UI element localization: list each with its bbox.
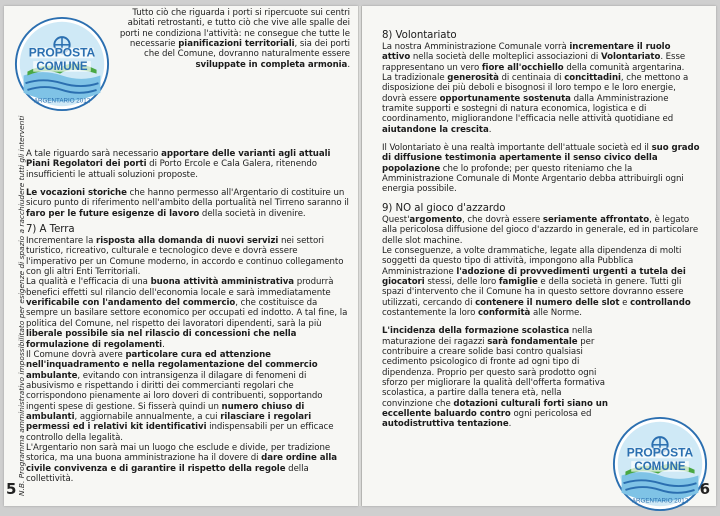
logo-arc: ARGENTARIO 2012 [33, 97, 91, 105]
section-8-paragraph-2: La tradizionale generosità di centinaia di concittadini, che mettono a disposizione dei più deboli e bisognosi il loro tempo e le loro energie, dovrà essere opportunamente sostenuta dalla Amministrazione tramite supporti e sostegni di natura economica, logistica e di coordinamento, migliorandone l'efficacia nelle attività quotidiane ed aiutandone la crescita. [382, 73, 689, 135]
left-body-text [26, 149, 350, 489]
intro-paragraph-2: A tale riguardo sarà necessario apportare delle varianti agli attuali Piani Regolatori dei porti di Porto Ercole e Cala Galera, ritenendo insufficienti le attuali soluzioni proposte. [26, 149, 331, 180]
proposta-comune-logo-bottom [612, 416, 708, 512]
intro-paragraph-1: Tutto ciò che riguarda i porti si ripercuote sui centri abitati retrostanti, e tutto ciò che vive alle spalle dei porti ne condiziona l'attività: ne consegue che tutte le necessarie pianificazioni territoriali, sia dei porti che del Comune, dovranno naturalmente essere sviluppate in completa armonia. [119, 8, 350, 70]
vocazioni-paragraph: Le vocazioni storiche che hanno permesso all'Argentario di costituire un sicuro punto di riferimento nell'ambito della portualità nel Tirreno saranno il faro per le future esigenze di lavoro della società in divenire. [26, 188, 349, 219]
section-9-paragraph-1: Quest'argomento, che dovrà essere seriamente affrontato, è legato alla pericolosa diffusione del gioco d'azzardo in generale, ed in particolare delle slot machine. [382, 214, 699, 246]
logo-line2: COMUNE [36, 60, 88, 73]
section-8-heading: 8) Volontariato [382, 30, 457, 41]
section-9-paragraph-2: Le conseguenze, a volte drammatiche, legate alla dipendenza di molti soggetti da questo tipo di attività, impongono alla Pubblica Amministrazione l'adozione di provvedimenti urgenti a tutela dei giocatori stessi, delle loro famiglie e della società in genere. Tutti gli spazi d'intervento che il Comune ha in questo settore dovranno essere utilizzati, cercando di contenere il numero delle slot e controllando costantemente la loro conformità alle Norme. [382, 245, 691, 318]
page-number: 6 [699, 480, 710, 498]
page-number: 5 [6, 480, 17, 498]
section-7-paragraph-2: La qualità e l'efficacia di una buona attività amministrativa produrrà benefici effetti sul rilancio dell'economia locale e sarà immediatamente verificabile con l'andamento del commercio, che costituisce da sempre un basilare settore economico per occupati ed indotto. A tal fine, la politica del Comune, nel rispetto dei lavoratori dipendenti, sarà la più liberale possibile sia nel rilascio di concessioni che nella formulazione di regolamenti. [26, 277, 348, 350]
section-9-heading: 9) NO al gioco d'azzardo [382, 202, 506, 214]
left-page [4, 6, 358, 506]
section-7-paragraph-3: Il Comune dovrà avere particolare cura ed attenzione nell'inquadramento e nella regolamentazione del commercio ambulante, evitando con intransigenza il dilagare di fenomeni di abusivismo e rispettando i diritti dei commercianti regolari che corrispondono pienamente ai loro doveri di contribuenti, sopportando ingenti spese di gestione. Si fisserà quindi un numero chiuso di ambulanti, aggiornabile annualmente, a cui rilasciare i regolari permessi ed i relativi kit identificativi indispensabili per un efficace controllo della legalità. [26, 349, 334, 443]
logo-graphic [14, 16, 110, 112]
vertical-note: N.B. Programma amministrativo impossibilitato per esigenze di spazio a racchiudere tutti gli interventi [17, 115, 26, 496]
right-page [362, 6, 716, 506]
section-8-paragraph-3: Il Volontariato è una realtà importante dell'attuale società ed il suo grado di diffusione testimonia apertamente il senso civico della popolazione che lo profonde; per questo riteniamo che la Amministrazione Comunale di Monte Argentario debba attribuirgli ogni energia possibile. [382, 143, 700, 195]
section-7-paragraph-1: Incrementare la risposta alla domanda di nuovi servizi nei settori turistico, ricreativo, culturale e tecnologico deve e dovrà essere l'imperativo per un Comune moderno, in accordo e continuo collegamento con gli altri Enti Territoriali. [26, 236, 344, 278]
logo-arc: ARGENTARIO 2012 [631, 497, 689, 505]
section-7-heading: 7) A Terra [26, 224, 75, 236]
section-7-paragraph-4: L'Argentario non sarà mai un luogo che esclude e divide, per tradizione storica, ma una buona amministrazione ha il dovere di dare ordine alla civile convivenza e di garantire il rispetto della regole della collettività. [26, 442, 338, 484]
intro-text [116, 8, 350, 75]
proposta-comune-logo [14, 16, 110, 112]
section-8-paragraph-1: La nostra Amministrazione Comunale vorrà incrementare il ruolo attivo nella società delle molteplici associazioni di Volontariato. Esse rappresentano un vero fiore all'occhiello della comunità argentarina. [382, 42, 686, 73]
logo-line2: COMUNE [634, 460, 686, 473]
logo-line1: PROPOSTA [28, 45, 96, 60]
right-body-text [382, 28, 700, 435]
logo-line1: PROPOSTA [626, 445, 694, 460]
logo-graphic-bottom [612, 416, 708, 512]
section-9-paragraph-3: L'incidenza della formazione scolastica nella maturazione dei ragazzi sarà fondamentale per contribuire a creare solide basi contro qualsiasi cedimento psicologico di fronte ad ogni tipo di dipendenza. Proprio per questo sarà prodotto ogni sforzo per migliorare la qualità dell'offerta formativa scolastica, a partire dalla tenera età, nella convinzione che dotazioni culturali forti siano un eccellente baluardo contro ogni pericolosa ed autodistruttiva tentazione. [382, 326, 608, 430]
